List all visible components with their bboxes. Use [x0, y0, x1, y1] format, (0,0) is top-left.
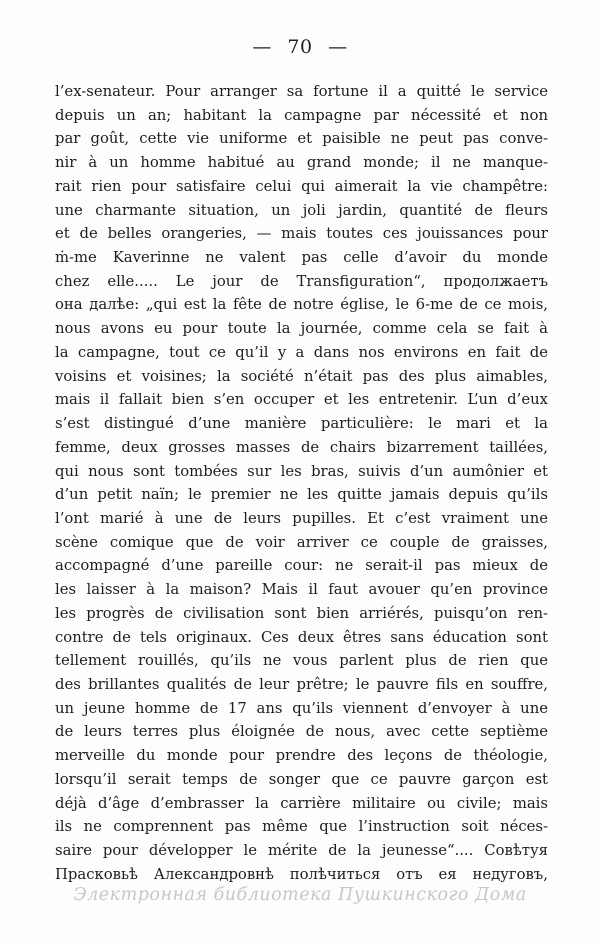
text-line: s’est distingué d’une manière particulière: le mari et la: [55, 415, 548, 433]
text-line: et de belles orangeries, — mais toutes ces jouissances pour: [55, 225, 548, 243]
text-line: accompagné d’une pareille cour: ne serait-il pas mieux de: [55, 557, 548, 575]
text-line: des brillantes qualités de leur prêtre; le pauvre fils en souffre,: [55, 675, 548, 693]
text-line: par goût, cette vie uniforme et paisible ne peut pas conve-: [55, 130, 548, 148]
text-line: un jeune homme de 17 ans qu’ils viennent d’envoyer à une: [55, 699, 548, 717]
text-line: une charmante situation, un joli jardin, quantité de fleurs: [55, 201, 548, 219]
text-line: scène comique que de voir arriver ce couple de graisses,: [55, 533, 548, 551]
text-line: l’ont marié à une de leurs pupilles. Et c’est vraiment une: [55, 509, 548, 527]
text-line: rait rien pour satisfaire celui qui aimerait la vie champêtre:: [55, 177, 548, 195]
text-line: les laisser à la maison? Mais il faut avouer qu’en province: [55, 581, 548, 599]
text-line: déjà d’âge d’embrasser la carrière militaire ou civile; mais: [55, 794, 548, 812]
text-line: nous avons eu pour toute la journée, comme cela se fait à: [55, 320, 548, 338]
text-line: chez elle..... Le jour de Transfiguration“, продолжаетъ: [55, 272, 548, 290]
text-line: nir à un homme habitué au grand monde; il ne manque-: [55, 154, 548, 172]
text-line: она далѣе: „qui est la fête de notre église, le 6-me de ce mois,: [55, 296, 548, 314]
page-number: — 70 —: [252, 36, 348, 58]
text-line: voisins et voisines; la société n’était pas des plus aimables,: [55, 367, 548, 385]
text-line: ṁ-me Kaverinne ne valent pas celle d’avoir du monde: [55, 249, 548, 267]
text-line: depuis un an; habitant la campagne par nécessité et non: [55, 106, 548, 124]
text-line: mais il fallait bien s’en occuper et les entretenir. L’un d’eux: [55, 391, 548, 409]
text-line: l’ex-senateur. Pour arranger sa fortune il a quitté le service: [55, 83, 548, 100]
text-line: saire pour développer le mérite de la jeunesse“.... Совѣтуя: [55, 842, 548, 859]
text-line: la campagne, tout ce qu’il y a dans nos environs en fait de: [55, 343, 548, 361]
text-line: lorsqu’il serait temps de songer que ce pauvre garçon est: [55, 770, 548, 788]
text-line: d’un petit naïn; le premier ne les quitte jamais depuis qu’ils: [55, 486, 548, 504]
text-line: femme, deux grosses masses de chairs bizarrement taillées,: [55, 438, 548, 456]
library-watermark: Электронная библиотека Пушкинского Дома: [73, 885, 527, 905]
text-line: ils ne comprennent pas même que l’instruction soit néces-: [55, 818, 548, 836]
text-line: merveille du monde pour prendre des leçons de théologie,: [55, 747, 548, 765]
text-line: de leurs terres plus éloignée de nous, avec cette septième: [55, 723, 548, 741]
text-line: contre de tels originaux. Ces deux êtres sans éducation sont: [55, 628, 548, 646]
text-line: tellement rouillés, qu’ils ne vous parlent plus de rien que: [55, 652, 548, 670]
body-text: [55, 80, 548, 886]
text-line: les progrès de civilisation sont bien arriérés, puisqu’on ren-: [55, 604, 548, 622]
text-line: qui nous sont tombées sur les bras, suivis d’un aumônier et: [55, 462, 548, 480]
text-line: Прасковьѣ Александровнѣ полѣчиться отъ ея недуговъ,: [55, 865, 548, 883]
